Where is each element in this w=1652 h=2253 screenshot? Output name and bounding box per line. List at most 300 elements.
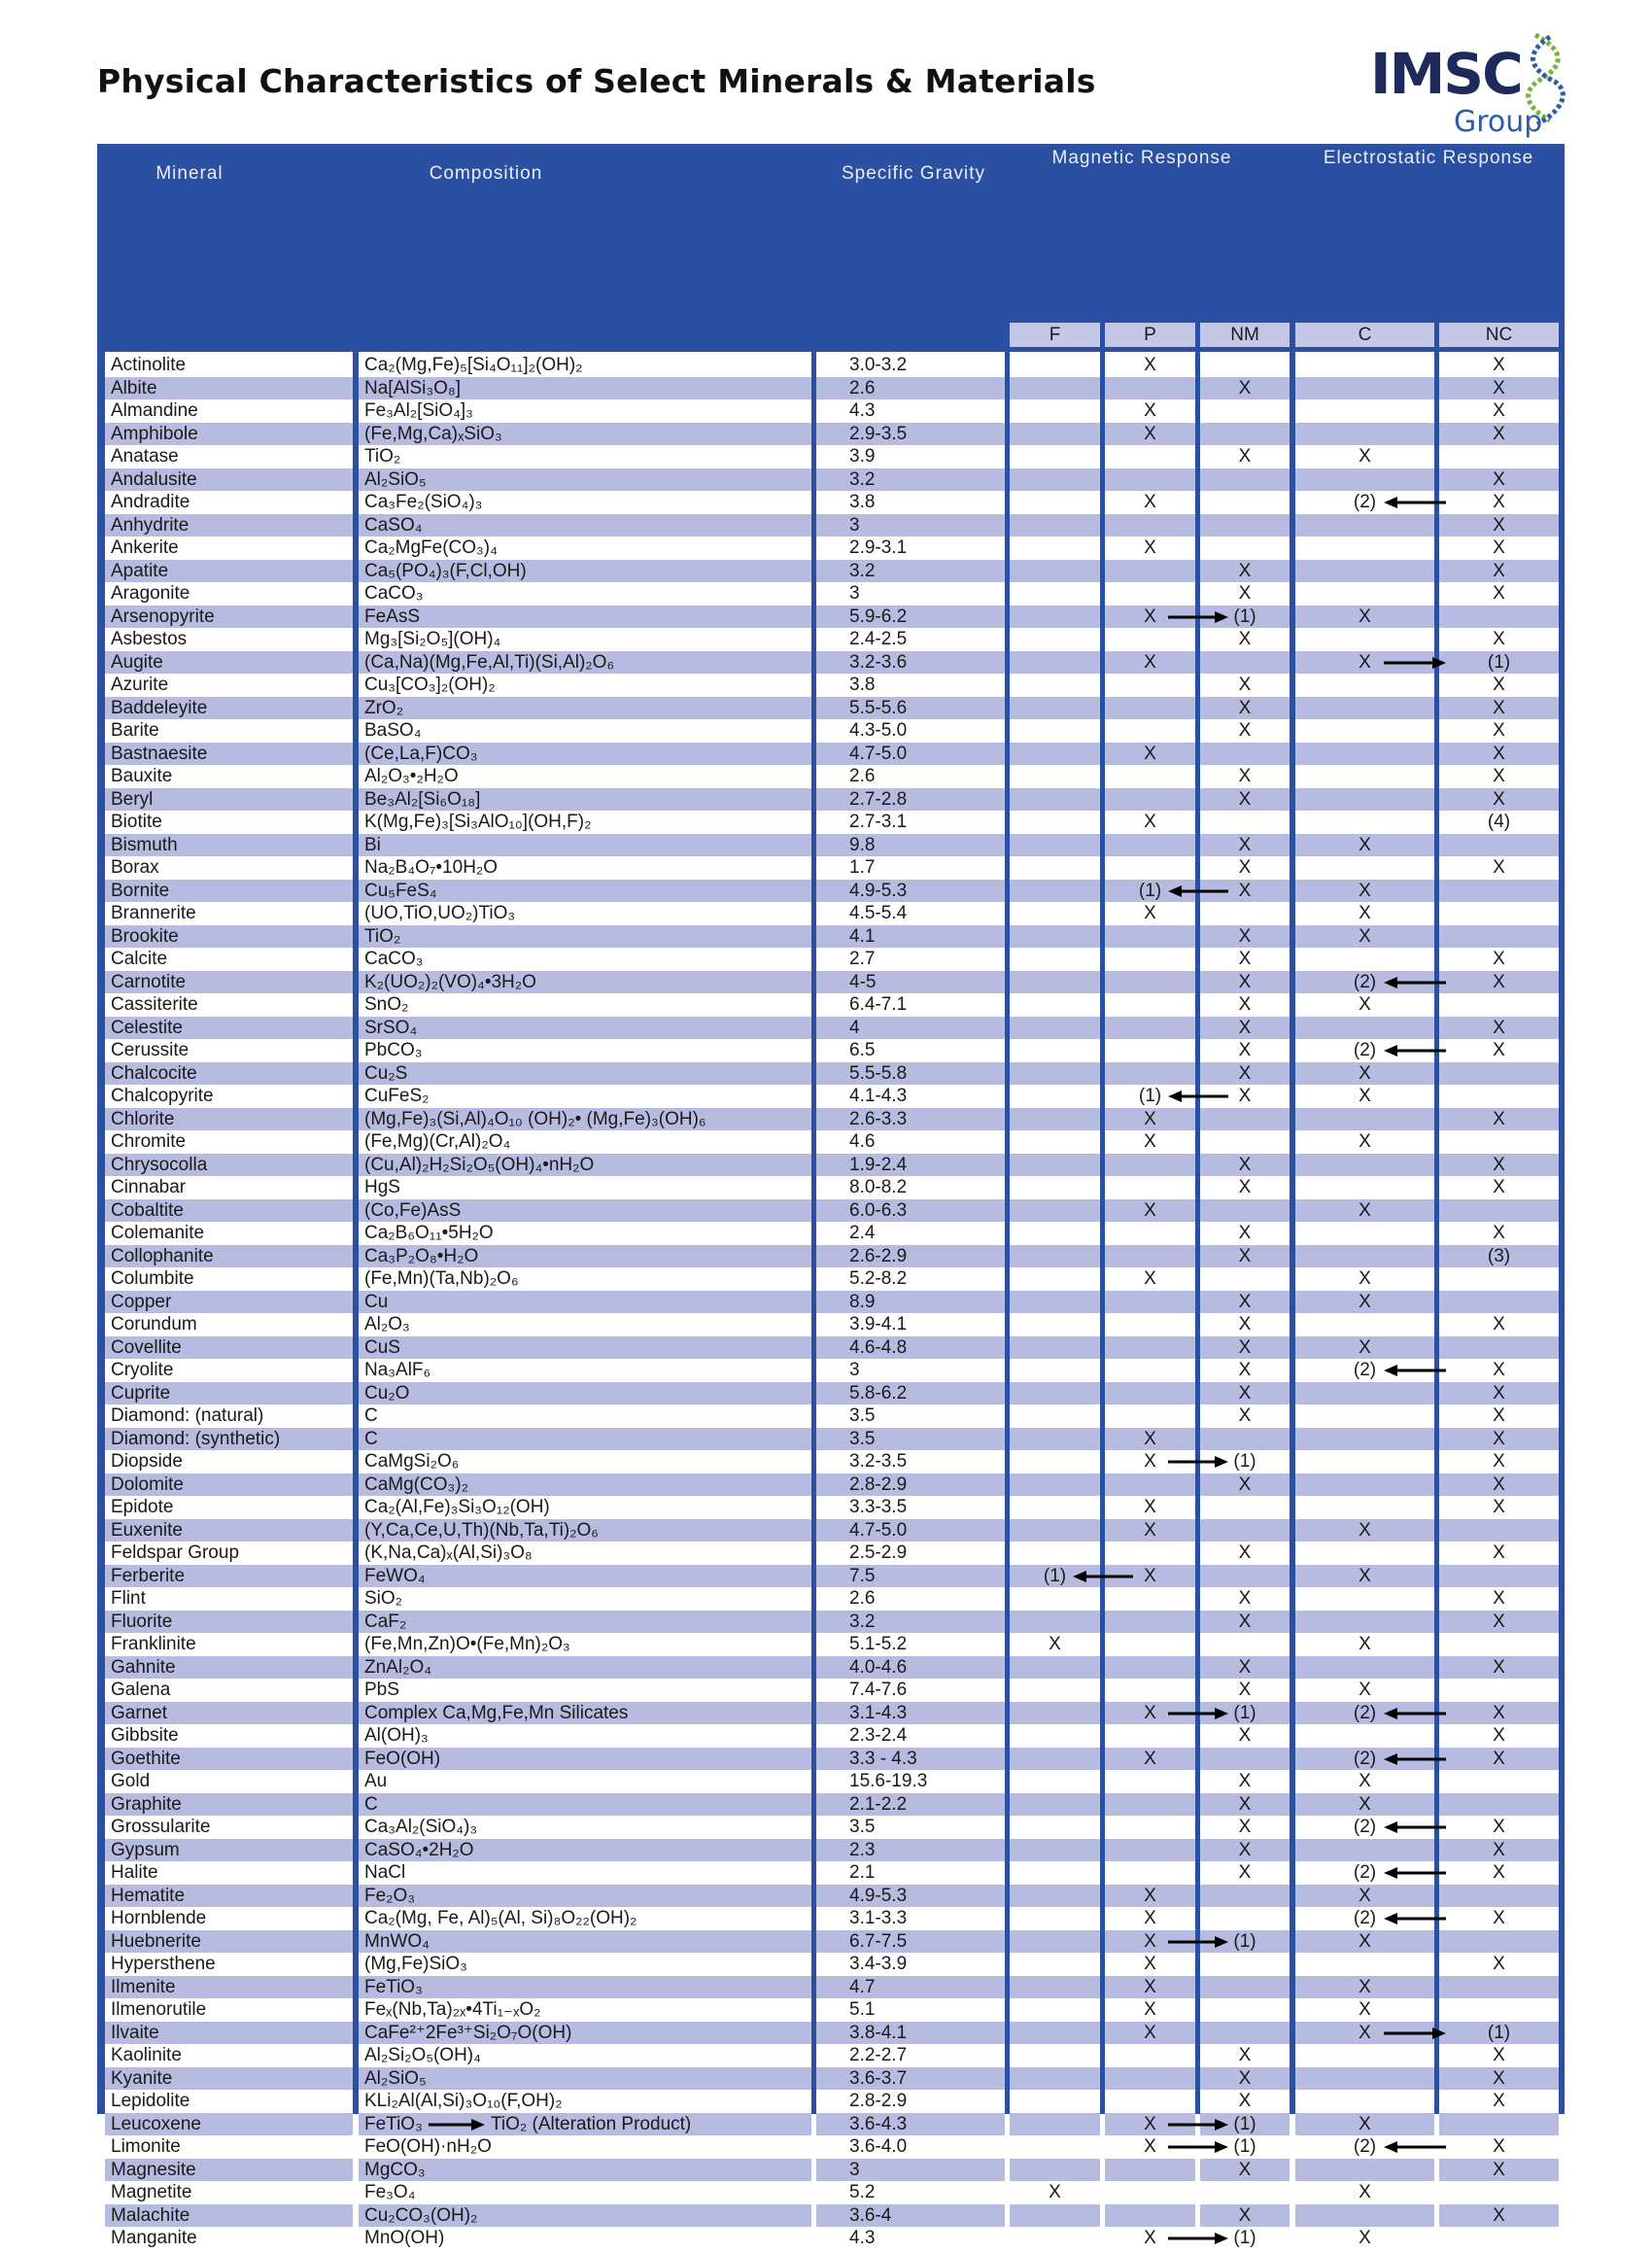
cell-nm: X: [1238, 2091, 1252, 2111]
cell-f: [1010, 1130, 1100, 1154]
arrow-right-icon: [1168, 610, 1228, 624]
cell-sg: 3.3 - 4.3: [849, 1748, 917, 1769]
cell-nc: [1439, 993, 1559, 1017]
cell-sg: 6.7-7.5: [849, 1930, 908, 1952]
cell-nm: [1200, 1748, 1290, 1771]
cell-m: Bismuth: [111, 834, 178, 855]
cell-m: Diopside: [111, 1451, 183, 1472]
cell-sg: 4.1-4.3: [849, 1086, 908, 1106]
cell-nc: X: [1493, 355, 1505, 375]
cell-nm: X: [1238, 1588, 1252, 1609]
cell-m: Andradite: [111, 492, 190, 512]
cell-m: Chromite: [111, 1131, 187, 1152]
cell-nm: X: [1238, 1839, 1252, 1860]
cell-nm: X: [1238, 1771, 1252, 1791]
cell-nc: X: [1493, 514, 1505, 536]
cell-nm: [1200, 1428, 1290, 1451]
cell-f: [1010, 1839, 1100, 1862]
cell-cc: X: [1359, 1199, 1371, 1221]
cell-cc: [1295, 1450, 1434, 1473]
cell-c: CaCO₃: [364, 949, 424, 969]
cell-c: Feₓ(Nb,Ta)₂ₓ•4Ti₁₋ₓO₂: [364, 1999, 541, 2020]
cell-m: Franklinite: [111, 1634, 196, 1654]
cell-sg: 3.1-3.3: [849, 1908, 908, 1928]
cell-cc: X: [1359, 1885, 1371, 1906]
cell-m: Chrysocolla: [111, 1154, 208, 1175]
cell-p: [1105, 2067, 1195, 2091]
cell-nc: X: [1493, 1223, 1505, 1243]
mineral-table: [97, 144, 1565, 2248]
cell-f: [1010, 1748, 1100, 1771]
cell-c: (Y,Ca,Ce,U,Th)(Nb,Ta,Ti)₂O₆: [364, 1519, 599, 1541]
cell-nc: X: [1493, 537, 1505, 558]
cell-nm: [1200, 1633, 1290, 1656]
cell-sg: 4: [849, 1017, 860, 1038]
cell-nc: [1439, 1565, 1559, 1588]
cell-c: Mg₃[Si₂O₅](OH)₄: [364, 629, 501, 649]
arrow-right-icon: [1168, 2118, 1228, 2132]
cell-p: X: [1144, 1702, 1156, 1723]
cell-c: (Fe,Mg)(Cr,Al)₂O₄: [364, 1131, 511, 1152]
cell-m: Ankerite: [111, 537, 179, 558]
cell-m: Andalusite: [111, 468, 197, 490]
cell-sg: 5.1: [849, 1999, 876, 2020]
cell-m: Apatite: [111, 560, 169, 581]
cell-f: [1010, 1679, 1100, 1702]
cell-cc: X: [1359, 1565, 1371, 1586]
cell-p: [1105, 948, 1195, 971]
cell-f: [1010, 674, 1100, 697]
cell-cc: [1295, 1587, 1434, 1611]
cell-cc: [1295, 628, 1434, 651]
cell-cc: X: [1359, 651, 1371, 673]
cell-c: (K,Na,Ca)ₓ(Al,Si)₃O₈: [364, 1542, 533, 1563]
cell-sg: 7.5: [849, 1565, 876, 1586]
cell-sg: 4.3-5.0: [849, 720, 908, 741]
cell-c: C: [364, 1793, 378, 1815]
cell-m: Gibbsite: [111, 1725, 179, 1746]
cell-p: [1105, 445, 1195, 468]
cell-f: [1010, 1176, 1100, 1199]
cell-c: CaSO₄•2H₂O: [364, 1839, 474, 1860]
cell-nc: X: [1493, 560, 1505, 581]
cell-cc: [1295, 1222, 1434, 1245]
cell-f: [1010, 445, 1100, 468]
cell-nc: [1439, 925, 1559, 949]
cell-nm: [1200, 1953, 1290, 1976]
cell-nc: X: [1493, 949, 1505, 969]
cell-c: PbCO₃: [364, 1040, 423, 1060]
cell-m: Chalcopyrite: [111, 1086, 214, 1106]
cell-c: (Fe,Mn,Zn)O•(Fe,Mn)₂O₃: [364, 1634, 570, 1654]
cell-c: Ca₃Fe₂(SiO₄)₃: [364, 492, 483, 512]
cell-cc: [1295, 423, 1434, 446]
arrow-left-icon: [1384, 976, 1446, 989]
cell-p: [1105, 514, 1195, 537]
cell-nm: (1): [1233, 1702, 1256, 1723]
cell-p: X: [1144, 1131, 1156, 1152]
cell-f: [1010, 788, 1100, 812]
cell-m: Bauxite: [111, 766, 173, 786]
cell-m: Galena: [111, 1680, 171, 1700]
cell-c: SrSO₄: [364, 1017, 418, 1038]
cell-cc: X: [1359, 1771, 1371, 1791]
cell-p: [1105, 1861, 1195, 1885]
cell-f: [1010, 1062, 1100, 1086]
cell-p: [1105, 2044, 1195, 2067]
cell-p: [1105, 1633, 1195, 1656]
cell-sg: 4.6-4.8: [849, 1336, 908, 1358]
cell-nc: (1): [1487, 2022, 1511, 2043]
cell-cc: X: [1359, 1062, 1371, 1084]
cell-nc: [1439, 2113, 1559, 2136]
cell-cc: [1295, 743, 1434, 766]
cell-cc: X: [1359, 994, 1371, 1015]
cell-p: X: [1144, 743, 1156, 764]
cell-nm: [1200, 468, 1290, 492]
cell-c: CaFe²⁺2Fe³⁺Si₂O₇O(OH): [364, 2022, 572, 2043]
cell-p: [1105, 1793, 1195, 1817]
cell-nc: X: [1493, 766, 1505, 786]
cell-p: X: [1144, 903, 1156, 923]
cell-m: Almandine: [111, 400, 198, 421]
cell-p: X: [1144, 606, 1156, 627]
cell-nm: [1200, 1565, 1290, 1588]
cell-f: [1010, 1245, 1100, 1268]
arrow-left-icon: [1384, 1707, 1446, 1720]
cell-nc: X: [1493, 629, 1505, 649]
cell-c: CaF₂: [364, 1611, 407, 1632]
cell-nc: [1439, 1199, 1559, 1223]
cell-sg: 4.3: [849, 2228, 876, 2248]
cell-nc: X: [1493, 788, 1505, 810]
cell-p: [1105, 468, 1195, 492]
cell-cc: X: [1359, 2182, 1371, 2202]
cell-sg: 2.4-2.5: [849, 629, 908, 649]
cell-m: Malachite: [111, 2204, 190, 2226]
cell-c: Fe₃Al₂[SiO₄]₃: [364, 400, 473, 421]
cell-sg: 3.9: [849, 446, 876, 467]
cell-m: Columbite: [111, 1268, 194, 1289]
cell-cc: [1295, 2204, 1434, 2228]
cell-m: Colemanite: [111, 1223, 205, 1243]
cell-sg: 3.5: [849, 1428, 876, 1449]
cell-nm: X: [1238, 1245, 1252, 1266]
cell-cc: [1295, 719, 1434, 743]
cell-nc: X: [1493, 377, 1505, 399]
cell-c: Al₂SiO₅: [364, 468, 427, 490]
cell-nc: X: [1493, 1177, 1505, 1197]
cell-c: Na₂B₄O₇•10H₂O: [364, 857, 499, 878]
subheader-nc: NC: [1439, 323, 1559, 347]
cell-nc: X: [1493, 2067, 1505, 2089]
cell-cc: X: [1359, 834, 1371, 855]
cell-p: [1105, 1359, 1195, 1382]
cell-nm: X: [1238, 1223, 1252, 1243]
cell-cc: [1295, 582, 1434, 606]
cell-nc: [1439, 1085, 1559, 1108]
cell-p: [1105, 925, 1195, 949]
cell-f: [1010, 1085, 1100, 1108]
cell-f: [1010, 743, 1100, 766]
cell-m: Beryl: [111, 788, 154, 810]
cell-p: [1105, 1816, 1195, 1839]
cell-sg: 3: [849, 514, 860, 536]
cell-p: X: [1144, 2228, 1156, 2248]
cell-c: Al₂O₃: [364, 1314, 410, 1334]
cell-p: [1105, 1656, 1195, 1680]
cell-f: [1010, 537, 1100, 560]
cell-nm: X: [1238, 2204, 1252, 2226]
cell-nc: X: [1493, 468, 1505, 490]
subheader-p: P: [1105, 323, 1195, 347]
cell-p: X: [1144, 2113, 1156, 2134]
cell-p: [1105, 1176, 1195, 1199]
cell-sg: 5.8-6.2: [849, 1382, 908, 1404]
cell-nm: X: [1238, 1040, 1252, 1060]
cell-sg: 3: [849, 2159, 860, 2180]
cell-f: [1010, 856, 1100, 880]
cell-c: SiO₂: [364, 1588, 403, 1609]
cell-p: X: [1144, 400, 1156, 421]
cell-nm: X: [1238, 675, 1252, 695]
cell-cc: [1295, 2159, 1434, 2182]
cell-sg: 4.5-5.4: [849, 903, 908, 923]
arrow-right-icon: [1168, 1935, 1228, 1949]
cell-m: Cassiterite: [111, 994, 198, 1015]
cell-nc: X: [1493, 1611, 1505, 1632]
cell-p: X: [1144, 1999, 1156, 2020]
cell-nc: [1439, 1976, 1559, 1999]
cell-m: Hematite: [111, 1885, 186, 1906]
cell-cc: [1295, 1611, 1434, 1634]
cell-sg: 2.6-2.9: [849, 1245, 908, 1266]
cell-p: X: [1144, 812, 1156, 832]
cell-sg: 2.8-2.9: [849, 1473, 908, 1495]
cell-p: [1105, 1404, 1195, 1428]
cell-cc: (2): [1353, 1360, 1377, 1380]
cell-cc: X: [1359, 1131, 1371, 1152]
cell-nm: [1200, 1998, 1290, 2022]
cell-f: [1010, 651, 1100, 675]
page-title: Physical Characteristics of Select Minerals & Materials: [97, 62, 1096, 100]
cell-nc: X: [1493, 583, 1505, 604]
cell-cc: X: [1359, 2113, 1371, 2134]
cell-c: (Co,Fe)AsS: [364, 1199, 462, 1221]
cell-sg: 2.3: [849, 1839, 876, 1860]
cell-nc: X: [1493, 1451, 1505, 1472]
cell-m: Cuprite: [111, 1382, 171, 1404]
cell-f: [1010, 377, 1100, 400]
cell-nm: X: [1238, 834, 1252, 855]
cell-p: X: [1144, 1748, 1156, 1769]
cell-nm: X: [1238, 1336, 1252, 1358]
cell-c: (Ca,Na)(Mg,Fe,Al,Ti)(Si,Al)₂O₆: [364, 651, 615, 673]
cell-cc: (2): [1353, 492, 1377, 512]
cell-nm: X: [1238, 1314, 1252, 1334]
cell-sg: 4.1: [849, 925, 876, 947]
logo-sub: Group: [1454, 105, 1543, 139]
cell-cc: [1295, 1245, 1434, 1268]
cell-cc: [1295, 2044, 1434, 2067]
cell-c: (UO,TiO,UO₂)TiO₃: [364, 903, 516, 923]
cell-nc: X: [1493, 1040, 1505, 1060]
cell-m: Diamond: (synthetic): [111, 1428, 281, 1449]
arrow-left-icon: [1384, 2140, 1446, 2154]
cell-c: FeO(OH): [364, 1748, 441, 1769]
cell-cc: X: [1359, 606, 1371, 627]
cell-nc: [1439, 902, 1559, 925]
arrow-left-icon: [1384, 1820, 1446, 1834]
cell-nm: (1): [1233, 2228, 1256, 2248]
cell-m: Magnetite: [111, 2182, 192, 2202]
header-electrostatic-response: Electrostatic Response: [1323, 148, 1534, 168]
cell-c: BaSO₄: [364, 720, 422, 741]
cell-nc: X: [1493, 1497, 1505, 1517]
cell-nc: [1439, 1998, 1559, 2022]
cell-m: Azurite: [111, 675, 169, 695]
cell-c: Fe₃O₄: [364, 2182, 416, 2202]
cell-m: Corundum: [111, 1314, 197, 1334]
cell-cc: [1295, 1473, 1434, 1497]
cell-f: [1010, 2204, 1100, 2228]
cell-nm: (1): [1233, 1930, 1256, 1952]
cell-c: Al₂Si₂O₅(OH)₄: [364, 2045, 481, 2065]
cell-p: [1105, 719, 1195, 743]
cell-nc: X: [1493, 1428, 1505, 1449]
cell-c: CaSO₄: [364, 514, 423, 536]
cell-nm: [1200, 1885, 1290, 1908]
cell-c: ZrO₂: [364, 697, 404, 718]
cell-sg: 2.1: [849, 1862, 876, 1883]
cell-nm: (1): [1233, 2113, 1256, 2134]
cell-m: Goethite: [111, 1748, 181, 1769]
cell-p: [1105, 1154, 1195, 1177]
cell-c: (Mg,Fe)₃(Si,Al)₄O₁₀ (OH)₂• (Mg,Fe)₃(OH)₆: [364, 1108, 706, 1129]
header-specific-gravity: Specific Gravity: [842, 163, 985, 184]
cell-sg: 3.2: [849, 560, 876, 581]
cell-c: Na[AlSi₃O₈]: [364, 377, 462, 399]
cell-cc: [1295, 788, 1434, 812]
cell-p: [1105, 1770, 1195, 1793]
cell-f: [1010, 1359, 1100, 1382]
cell-nm: X: [1238, 766, 1252, 786]
cell-p: [1105, 1222, 1195, 1245]
cell-p: [1105, 1039, 1195, 1062]
dna-helix-icon: [1516, 31, 1574, 140]
cell-nc: X: [1493, 1360, 1505, 1380]
cell-sg: 3.8: [849, 492, 876, 512]
cell-c: (Mg,Fe)SiO₃: [364, 1954, 467, 1974]
cell-f: [1010, 628, 1100, 651]
cell-nm: [1200, 1108, 1290, 1131]
cell-m: Copper: [111, 1291, 172, 1312]
cell-cc: [1295, 811, 1434, 834]
cell-f: [1010, 1930, 1100, 1954]
cell-f: [1010, 1702, 1100, 1725]
logo-word: IMSC: [1370, 41, 1522, 107]
cell-f: [1010, 971, 1100, 994]
arrow-right-icon: [1168, 2140, 1228, 2154]
cell-nm: X: [1238, 1542, 1252, 1563]
cell-f: [1010, 2227, 1100, 2250]
cell-m: Halite: [111, 1862, 158, 1883]
subheader-c: C: [1295, 323, 1434, 347]
cell-cc: (2): [1353, 1817, 1377, 1837]
cell-p: X: [1144, 651, 1156, 673]
cell-cc: [1295, 1382, 1434, 1405]
cell-cc: [1295, 948, 1434, 971]
cell-p: X: [1144, 1908, 1156, 1928]
cell-f: [1010, 2135, 1100, 2159]
cell-sg: 4.7-5.0: [849, 1519, 908, 1541]
cell-nc: (1): [1487, 651, 1511, 673]
cell-m: Dolomite: [111, 1473, 184, 1495]
cell-nm: X: [1238, 583, 1252, 604]
cell-sg: 5.5-5.6: [849, 697, 908, 718]
cell-sg: 15.6-19.3: [849, 1771, 928, 1791]
cell-p: X: [1144, 423, 1156, 444]
cell-nm: [1200, 902, 1290, 925]
cell-c: Cu₂CO₃(OH)₂: [364, 2204, 478, 2226]
cell-cc: [1295, 2090, 1434, 2113]
cell-p: [1105, 1839, 1195, 1862]
cell-f: [1010, 765, 1100, 788]
cell-c: Ca₅(PO₄)₃(F,Cl,OH): [364, 560, 527, 581]
cell-m: Baddeleyite: [111, 697, 208, 718]
cell-f: [1010, 1542, 1100, 1565]
cell-cc: [1295, 1176, 1434, 1199]
cell-sg: 5.9-6.2: [849, 606, 908, 627]
cell-nm: X: [1238, 1473, 1252, 1495]
cell-sg: 3.2-3.6: [849, 651, 908, 673]
cell-cc: X: [1359, 1291, 1371, 1312]
cell-sg: 2.7: [849, 949, 876, 969]
cell-f: [1010, 1017, 1100, 1040]
arrow-right-icon: [1384, 2027, 1446, 2040]
cell-nm: X: [1238, 697, 1252, 718]
cell-cc: [1295, 1404, 1434, 1428]
cell-m: Amphibole: [111, 423, 198, 444]
cell-sg: 3.6-4: [849, 2204, 892, 2226]
cell-f: [1010, 582, 1100, 606]
cell-f: [1010, 1199, 1100, 1223]
cell-f: [1010, 2159, 1100, 2182]
cell-cc: [1295, 560, 1434, 583]
cell-p: [1105, 582, 1195, 606]
cell-p: [1105, 993, 1195, 1017]
cell-cc: [1295, 674, 1434, 697]
cell-m: Chalcocite: [111, 1062, 197, 1084]
cell-nm: X: [1238, 1793, 1252, 1815]
arrow-left-icon: [1384, 1866, 1446, 1880]
cell-f: [1010, 719, 1100, 743]
cell-p: [1105, 1336, 1195, 1360]
cell-cc: X: [1359, 1930, 1371, 1952]
cell-f: [1010, 1656, 1100, 1680]
cell-c: MnWO₄: [364, 1930, 430, 1952]
subheader-f: F: [1010, 323, 1100, 347]
cell-nm: (1): [1233, 1451, 1256, 1472]
cell-sg: 2.3-2.4: [849, 1725, 908, 1746]
cell-f: [1010, 1587, 1100, 1611]
cell-m: Graphite: [111, 1793, 182, 1815]
cell-cc: X: [1359, 446, 1371, 467]
cell-sg: 2.5-2.9: [849, 1542, 908, 1563]
cell-c: Ca₂(Mg, Fe, Al)₅(Al, Si)₈O₂₂(OH)₂: [364, 1908, 637, 1928]
cell-m: Borax: [111, 857, 159, 878]
cell-m: Lepidolite: [111, 2091, 190, 2111]
